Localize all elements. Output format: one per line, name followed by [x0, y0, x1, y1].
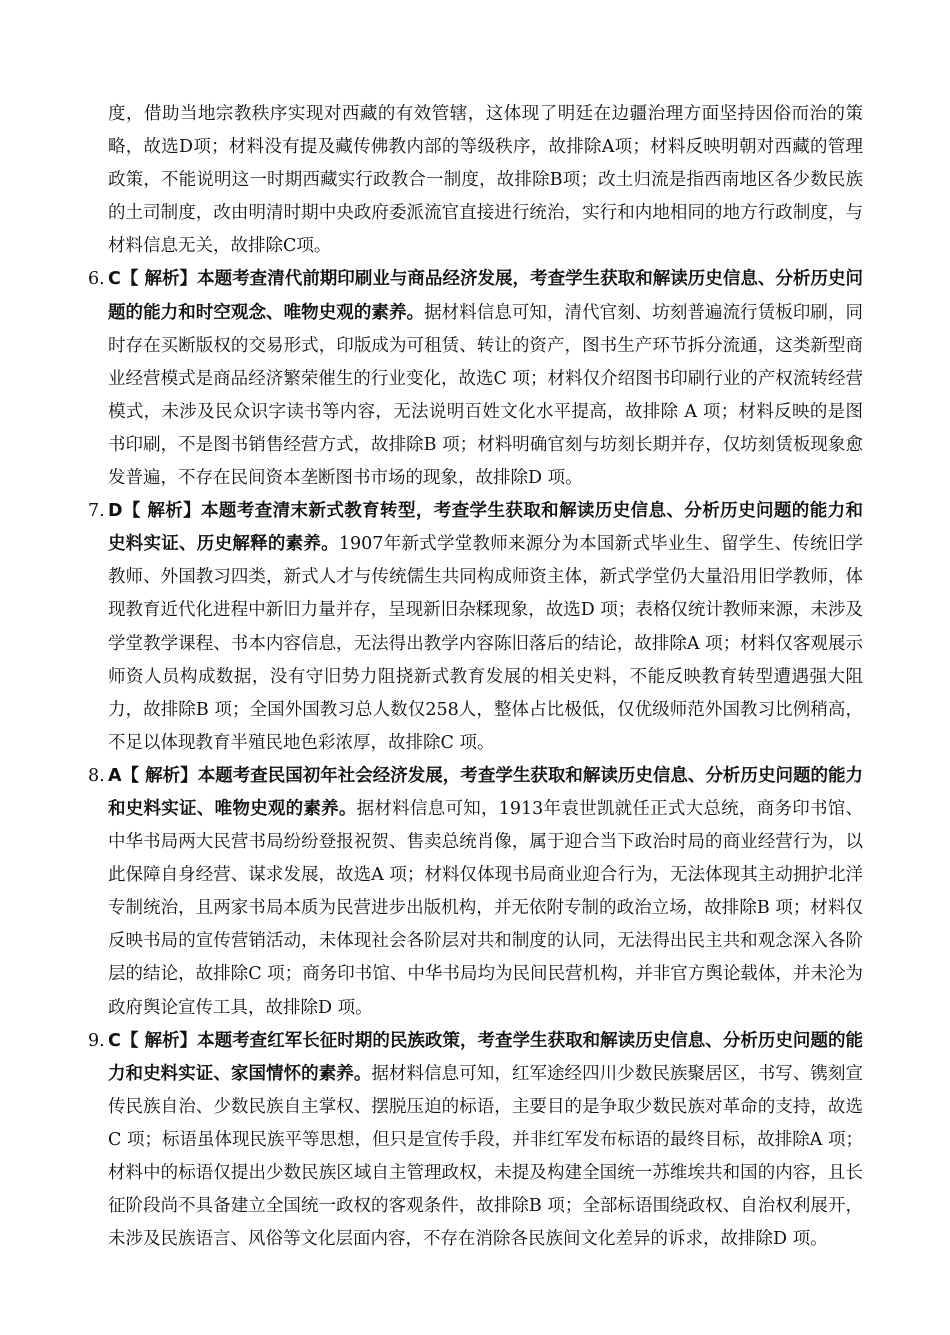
answer-item-7 — [88, 495, 863, 760]
item-body — [108, 263, 863, 495]
item-lead: 本题考查红军长征时期的民族政策，考查学生获取和解读历史信息、分析历史问题的能力和史料实证、家国情怀的素养。 — [108, 1030, 864, 1084]
item-body — [108, 1025, 863, 1257]
item-answer: A【 解析】 — [108, 765, 198, 786]
item-answer: D【 解析】 — [108, 501, 202, 522]
item-number: 6. — [88, 269, 105, 290]
item-explanation: 据材料信息可知，清代官刻、坊刻普遍流行赁板印刷，同时存在买断版权的交易形式，印版成为可租赁、转让的资产，图书生产环节拆分流通，这类新型商业经营模式是商品经济繁荣催生的行业变化，故选C 项；材料仅介绍图书印刷行业的产权流转经营模式，未涉及民众识字读书等内容，无法说明百姓文化水平提高，故排除 A 项；材料反映的是图书印刷，不是图书销售经营方式，故排除B 项；材料明确官刻与坊刻长期并存，仅坊刻赁板现象愈发普遍，不存在民间资本垄断图书市场的现象，故排除D 项。 — [108, 302, 864, 489]
item-number: 9. — [88, 1030, 105, 1051]
item-body — [108, 760, 863, 1025]
item-number: 7. — [88, 501, 105, 522]
item-body — [108, 495, 863, 760]
item-lead: 本题考查清末新式教育转型，考查学生获取和解读历史信息、分析历史问题的能力和史料实证、历史解释的素养。 — [108, 501, 863, 555]
item-explanation: 据材料信息可知，1913年袁世凯就任正式大总统，商务印书馆、中华书局两大民营书局纷纷登报祝贺、售卖总统肖像，属于迎合当下政治时局的商业经营行为，以此保障自身经营、谋求发展，故选A 项；材料仅体现书局商业迎合行为，无法体现其主动拥护北洋专制统治，且两家书局本质为民营进步出版机构，并无依附专制的政治立场，故排除B 项；材料仅反映书局的宣传营销活动，未体现社会各阶层对共和制度的认同，无法得出民主共和观念深入各阶层的结论，故排除C 项；商务印书馆、中华书局均为民间民营机构，并非官方舆论载体，并未沦为政府舆论宣传工具，故排除D 项。 — [108, 798, 864, 1018]
item-lead: 本题考查民国初年社会经济发展，考查学生获取和解读历史信息、分析历史问题的能力和史料实证、唯物史观的素养。 — [108, 765, 863, 819]
item-explanation: 1907年新式学堂教师来源分为本国新式毕业生、留学生、传统旧学教师、外国教习四类，新式人才与传统儒生共同构成师资主体，新式学堂仍大量沿用旧学教师，体现教育近代化进程中新旧力量并存，呈现新旧杂糅现象，故选D 项；表格仅统计教师来源，未涉及学堂教学课程、书本内容信息，无法得出教学内容陈旧落后的结论，故排除A 项；材料仅客观展示师资人员构成数据，没有守旧势力阻挠新式教育发展的相关史料，不能反映教育转型遭遇强大阻力，故排除B 项；全国外国教习总人数仅258人，整体占比极低，仅优级师范外国教习比例稍高，不足以体现教育半殖民地色彩浓厚，故排除C 项。 — [108, 534, 863, 753]
item-answer: C【 解析】 — [108, 269, 198, 290]
item-lead: 本题考查清代前期印刷业与商品经济发展，考查学生获取和解读历史信息、分析历史问题的能力和时空观念、唯物史观的素养。 — [108, 269, 864, 323]
answer-item-6 — [88, 263, 863, 495]
item-number: 8. — [88, 765, 105, 786]
continuation-paragraph: 度，借助当地宗教秩序实现对西藏的有效管辖，这体现了明廷在边疆治理方面坚持因俗而治的策略，故选D项；材料没有提及藏传佛教内部的等级秩序，故排除A项；材料反映明朝对西藏的管理政策，不能说明这一时期西藏实行政教合一制度，故排除B项；改土归流是指西南地区各少数民族的土司制度，改由明清时期中央政府委派流官直接进行统治，实行和内地相同的地方行政制度，与材料信息无关，故排除C项。 — [108, 104, 863, 257]
item-answer: C【 解析】 — [108, 1030, 198, 1051]
answer-content — [88, 98, 863, 1256]
answer-item-8 — [88, 760, 863, 1025]
answer-item-9 — [88, 1025, 863, 1257]
item-explanation: 据材料信息可知，红军途经四川少数民族聚居区，书写、镌刻宣传民族自治、少数民族自主掌权、摆脱压迫的标语，主要目的是争取少数民族对革命的支持，故选C 项；标语虽体现民族平等思想，但只是宣传手段，并非红军发布标语的最终目标，故排除A 项；材料中的标语仅提出少数民族区域自主管理政权，未提及构建全国统一苏维埃共和国的内容，且长征阶段尚不具备建立全国统一政权的客观条件，故排除B 项；全部标语围绕政权、自治权利展开，未涉及民族语言、风俗等文化层面内容，不存在消除各民族间文化差异的诉求，故排除D 项。 — [108, 1063, 864, 1250]
